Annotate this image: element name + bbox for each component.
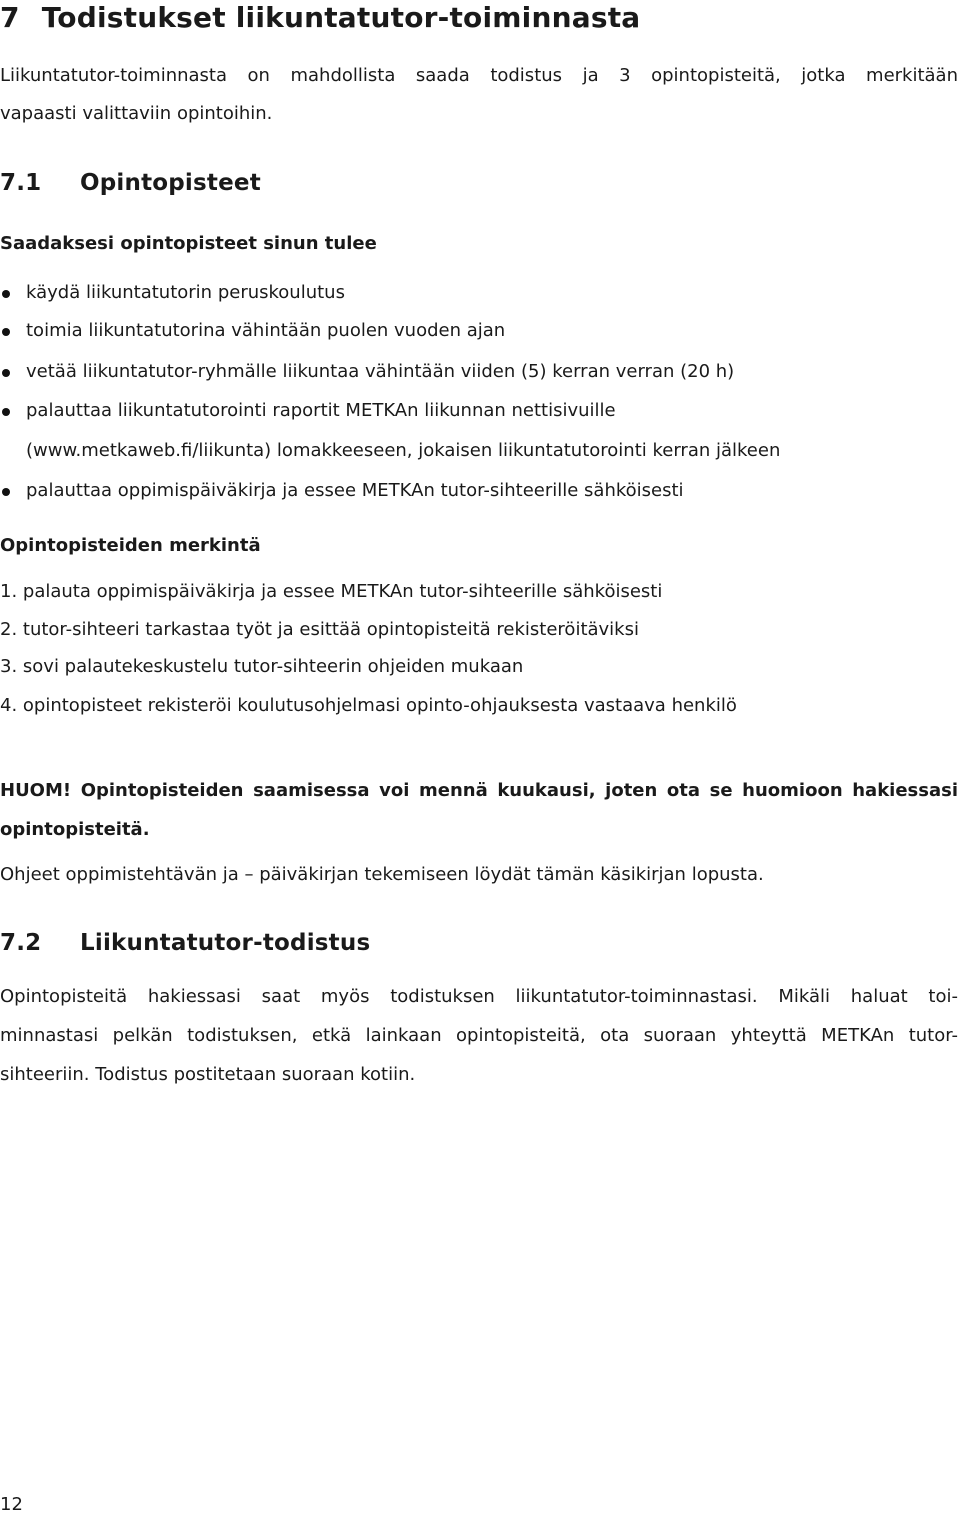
instructions-text: Ohjeet oppimistehtävän ja – päiväkirjan tekemiseen löydät tämän käsikirjan lopusta. [0, 864, 764, 885]
section-7-title: Todistukset liikuntatutor-toiminnasta [41, 1, 641, 34]
section-7-1-number: 7.1 [0, 170, 42, 196]
section-7-2-title: Liikuntatutor-todistus [80, 930, 371, 956]
bullet-icon [2, 328, 10, 336]
page-number: 12 [0, 1494, 23, 1515]
requirement-item [2, 282, 345, 304]
certificate-para-line3: sihteeriin. Todistus postitetaan suoraan kotiin. [0, 1064, 416, 1085]
requirement-item [2, 361, 734, 383]
requirement-item [2, 480, 684, 502]
merkinta-heading: Opintopisteiden merkintä [0, 535, 261, 556]
bullet-icon [2, 369, 10, 377]
step-item: 2. tutor-sihteeri tarkastaa työt ja esittää opintopisteitä rekisteröitäviksi [0, 619, 639, 640]
bullet-icon [2, 488, 10, 496]
step-item: 3. sovi palautekeskustelu tutor-sihteerin ohjeiden mukaan [0, 656, 524, 677]
section-7-2-number: 7.2 [0, 930, 42, 956]
bullet-icon [2, 290, 10, 298]
section-7-number: 7 [0, 1, 20, 34]
requirement-text: palauttaa liikuntatutorointi raportit METKAn liikunnan nettisivuille [26, 400, 616, 421]
requirement-continuation: (www.metkaweb.fi/liikunta) lomakkeeseen, jokaisen liikuntatutorointi kerran jälkeen [26, 440, 781, 461]
requirement-item [2, 400, 616, 422]
certificate-para-line1: Opintopisteitä hakiessasi saat myös todistuksen liikuntatutor-toiminnastasi. Mikäli haluat toi- [0, 986, 958, 1007]
requirement-text: käydä liikuntatutorin peruskoulutus [26, 282, 345, 303]
section-7-1-title: Opintopisteet [80, 170, 261, 196]
section-7-intro-line1: Liikuntatutor-toiminnasta on mahdollista saada todistus ja 3 opintopisteitä, jotka merkitään [0, 65, 958, 86]
huom-note-line1: HUOM! Opintopisteiden saamisessa voi mennä kuukausi, joten ota se huomioon hakiessasi [0, 780, 958, 801]
bullet-icon [2, 408, 10, 416]
requirement-text: toimia liikuntatutorina vähintään puolen vuoden ajan [26, 320, 506, 341]
requirement-item [2, 320, 505, 342]
section-7-intro-line2: vapaasti valittaviin opintoihin. [0, 103, 273, 124]
step-item: 4. opintopisteet rekisteröi koulutusohjelmasi opinto-ohjauksesta vastaava henkilö [0, 695, 737, 716]
huom-note-line2: opintopisteitä. [0, 819, 150, 840]
certificate-para-line2: minnastasi pelkän todistuksen, etkä lainkaan opintopisteitä, ota suoraan yhteyttä METKAn tutor- [0, 1025, 958, 1046]
section-7-heading [0, 1, 640, 34]
requirements-lead: Saadaksesi opintopisteet sinun tulee [0, 233, 377, 254]
section-7-1-heading [0, 170, 261, 196]
section-7-2-heading [0, 930, 370, 956]
requirement-text: vetää liikuntatutor-ryhmälle liikuntaa vähintään viiden (5) kerran verran (20 h) [26, 361, 735, 382]
step-item: 1. palauta oppimispäiväkirja ja essee METKAn tutor-sihteerille sähköisesti [0, 581, 663, 602]
requirement-text: palauttaa oppimispäiväkirja ja essee METKAn tutor-sihteerille sähköisesti [26, 480, 684, 501]
